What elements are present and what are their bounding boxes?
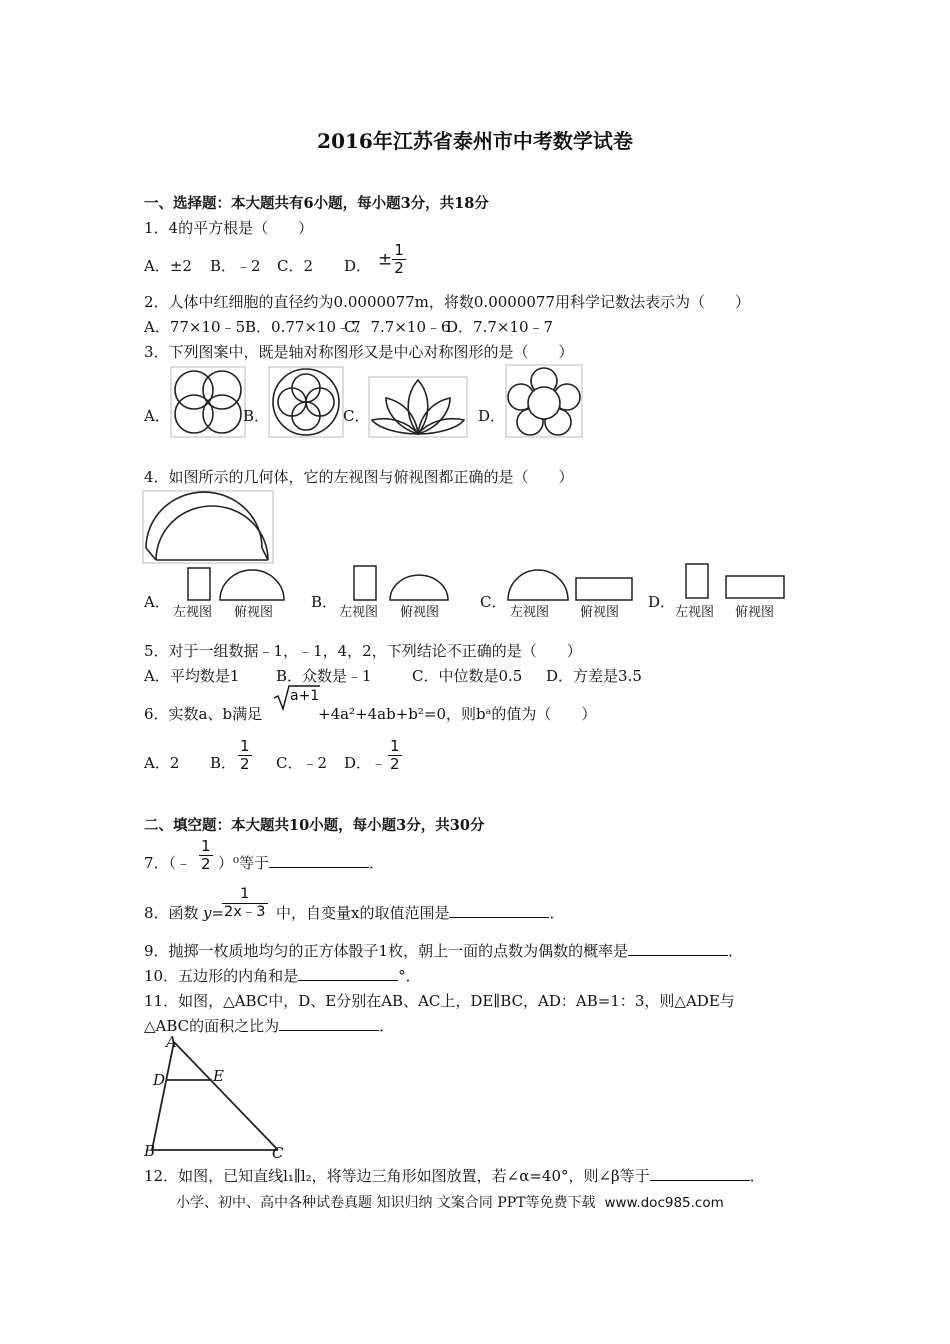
q8-frac-num: 1 xyxy=(222,886,268,904)
q11-line1: 11．如图，△ABC中，D、E分别在AB、AC上，DE∥BC，AD：AB=1：3，则△ADE与 xyxy=(144,992,735,1010)
q6-option-a: A．2 xyxy=(144,754,180,772)
q1-stem: 1．4的平方根是（ ） xyxy=(144,219,314,237)
section-heading-fill: 二、填空题：本大题共10小题，每小题3分，共30分 xyxy=(144,817,485,834)
q11-label-e: E xyxy=(213,1067,224,1085)
q2-option-c: C．7.7×10﹣6 xyxy=(344,318,451,336)
q3-figure-d xyxy=(505,364,583,438)
q10-answer-blank xyxy=(298,966,398,981)
q6-option-d: D．﹣ xyxy=(344,754,387,772)
q8-y-equals: y= xyxy=(203,904,225,922)
q8-suffix xyxy=(276,903,564,923)
q6-stem-suffix: +4a²+4ab+b²=0，则bᵃ的值为（ ） xyxy=(318,705,597,723)
q8-fraction xyxy=(222,886,268,921)
q8-answer-blank xyxy=(449,903,549,918)
q4-a-left-view-label: 左视图 xyxy=(173,605,213,620)
q4-a-top-view-label: 俯视图 xyxy=(234,605,274,620)
q10-end: °． xyxy=(398,967,421,985)
q7-suffix-text: ）⁰等于 xyxy=(218,854,270,872)
q3-figure-c xyxy=(368,376,468,438)
q4-d-left-view-label: 左视图 xyxy=(675,605,715,620)
footer xyxy=(176,1193,724,1213)
footer-text: 小学、初中、高中各种试卷真题 知识归纳 文案合同 PPT等免费下载 xyxy=(176,1195,596,1211)
q6-option-b: B． xyxy=(210,754,237,772)
q1-option-d: D． xyxy=(344,257,372,275)
q10-text: 10．五边形的内角和是 xyxy=(144,967,299,985)
q4-b-top-view-label: 俯视图 xyxy=(400,605,440,620)
q4-c-top-view-label: 俯视图 xyxy=(580,605,620,620)
q6-b-fraction xyxy=(238,738,252,773)
q3-option-b: B． xyxy=(243,407,270,425)
q12-end: ． xyxy=(749,1167,765,1185)
q6-option-d-value xyxy=(388,738,402,773)
q2-option-b: B．0.77×10﹣7 xyxy=(245,318,361,336)
q1-option-a: A．±2 xyxy=(144,257,192,275)
q12-answer-blank xyxy=(650,1166,750,1181)
q5-option-b: B．众数是﹣1 xyxy=(276,667,372,685)
q7-end: ． xyxy=(369,854,385,872)
q6-b-frac-num: 1 xyxy=(240,737,250,755)
q11-answer-blank xyxy=(279,1016,379,1031)
q3-figure-a xyxy=(170,366,246,438)
q11-label-d: D xyxy=(153,1071,166,1089)
q11-label-a: A xyxy=(166,1033,177,1051)
q11-label-c: C xyxy=(272,1144,284,1162)
q1-option-d-value xyxy=(378,242,406,277)
q11-triangle-figure xyxy=(142,1036,287,1162)
q4-option-a: A． xyxy=(144,593,170,611)
q6-d-frac-num: 1 xyxy=(390,737,400,755)
q5-option-c: C．中位数是0.5 xyxy=(412,667,523,685)
q5-option-d: D．方差是3.5 xyxy=(546,667,642,685)
q12-text: 12．如图，已知直线l₁∥l₂，将等边三角形如图放置，若∠α=40°，则∠β等于 xyxy=(144,1167,650,1185)
q2-option-d: D．7.7×10﹣7 xyxy=(446,318,554,336)
q8-suffix-text: 中，自变量x的取值范围是 xyxy=(276,904,450,922)
q6-option-b-value xyxy=(238,738,252,773)
q6-option-c: C．﹣2 xyxy=(276,754,328,772)
q3-figure-b xyxy=(268,366,344,438)
q4-option-c: C． xyxy=(480,593,507,611)
q8-frac-den: 2x﹣3 xyxy=(224,904,266,920)
q1-frac-num: 1 xyxy=(394,241,404,259)
q9-answer-blank xyxy=(628,941,728,956)
q6-radicand: a+1 xyxy=(290,688,320,704)
section-heading-choice: 一、选择题：本大题共有6小题，每小题3分，共18分 xyxy=(144,195,489,212)
q9-end: ． xyxy=(728,942,744,960)
q4-option-b: B． xyxy=(311,593,338,611)
q11-end: ． xyxy=(379,1017,395,1035)
q8-end: ． xyxy=(549,904,565,922)
q4-option-d: D． xyxy=(648,593,676,611)
q12-question xyxy=(144,1166,765,1186)
q7-fraction xyxy=(199,838,213,873)
q1-fraction xyxy=(392,242,406,277)
q3-option-d: D． xyxy=(478,407,506,425)
q6-d-frac-den: 2 xyxy=(390,755,400,773)
q10-question xyxy=(144,966,421,986)
q11-label-b: B xyxy=(144,1142,156,1160)
q4-solid-figure xyxy=(142,490,274,564)
q7-frac-den: 2 xyxy=(201,855,211,873)
q1-frac-den: 2 xyxy=(394,259,404,277)
q5-option-a: A．平均数是1 xyxy=(144,667,240,685)
q7-frac-num: 1 xyxy=(201,837,211,855)
q1-plus-minus: ± xyxy=(378,249,393,270)
q7-fraction-wrap xyxy=(199,838,213,873)
q3-option-a: A． xyxy=(144,407,170,425)
q11-line2-text: △ABC的面积之比为 xyxy=(144,1017,280,1035)
q1-option-c: C．2 xyxy=(277,257,314,275)
q4-b-left-view-label: 左视图 xyxy=(339,605,379,620)
q1-option-b: B．﹣2 xyxy=(210,257,261,275)
q7-answer-blank xyxy=(269,853,369,868)
q6-d-fraction xyxy=(388,738,402,773)
q7-suffix xyxy=(218,853,384,873)
q4-c-left-view-label: 左视图 xyxy=(510,605,550,620)
q3-option-c: C． xyxy=(343,407,370,425)
footer-url[interactable]: www.doc985.com xyxy=(604,1195,724,1211)
q2-option-a: A．77×10﹣5 xyxy=(144,318,246,336)
q8-prefix: 8．函数 xyxy=(144,904,199,922)
q11-line2 xyxy=(144,1016,394,1036)
q4-d-top-view-label: 俯视图 xyxy=(735,605,775,620)
q2-stem: 2．人体中红细胞的直径约为0.0000077m，将数0.0000077用科学记数法表示为（ ） xyxy=(144,293,751,311)
q5-stem: 5．对于一组数据﹣1，﹣1，4，2，下列结论不正确的是（ ） xyxy=(144,642,582,660)
q3-stem: 3．下列图案中，既是轴对称图形又是中心对称图形的是（ ） xyxy=(144,343,574,361)
q6-stem-prefix: 6．实数a、b满足 xyxy=(144,705,263,723)
q9-text: 9．抛掷一枚质地均匀的正方体骰子1枚，朝上一面的点数为偶数的概率是 xyxy=(144,942,629,960)
q7-prefix: 7．（﹣ xyxy=(144,854,192,872)
q9-question xyxy=(144,941,743,961)
q4-stem: 4．如图所示的几何体，它的左视图与俯视图都正确的是（ ） xyxy=(144,468,574,486)
q6-b-frac-den: 2 xyxy=(240,755,250,773)
page-title: 2016年江苏省泰州市中考数学试卷 xyxy=(317,129,633,153)
q8-fraction-wrap xyxy=(222,886,268,921)
